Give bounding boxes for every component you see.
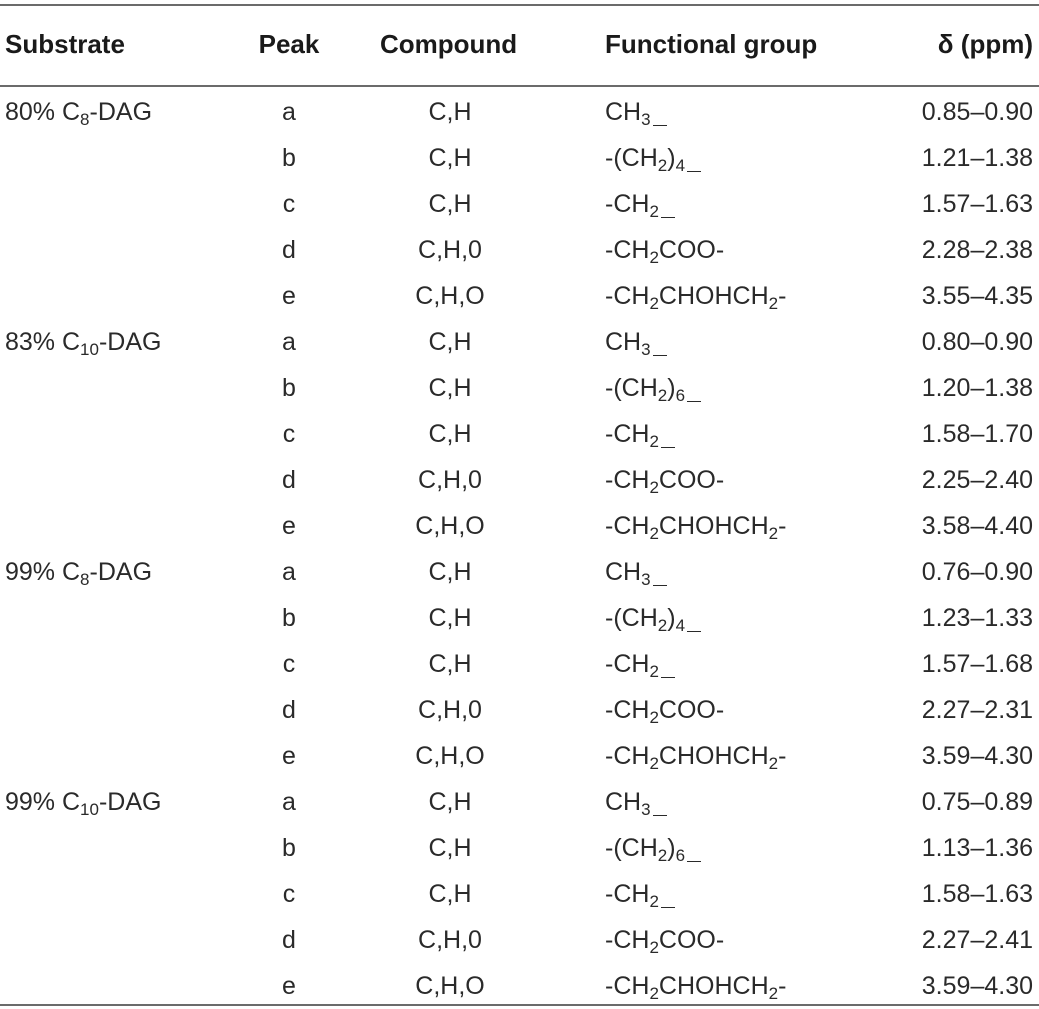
delta-cell: 1.23–1.33	[921, 604, 1033, 632]
functional-group-cell: $-CH_2CHOHCH_2-$	[605, 972, 787, 1003]
header-compound: Compound	[380, 29, 518, 59]
functional-group-cell: $CH_3$	[605, 779, 667, 825]
table-row	[0, 457, 1039, 503]
functional-group-cell: $-CH_2COO-$	[605, 236, 725, 267]
functional-group-cell: $-CH_2$	[605, 641, 675, 687]
delta-cell: 0.85–0.90	[921, 98, 1033, 126]
functional-group-cell: $-CH_2CHOHCH_2-$	[605, 282, 787, 313]
bond-dash	[661, 217, 675, 219]
table-row	[0, 779, 1039, 825]
peak-cell: d	[282, 466, 296, 494]
functional-group-cell: $-CH_2$	[605, 181, 675, 227]
functional-group-cell: $-(CH_2)_6$	[605, 825, 701, 871]
peak-cell: d	[282, 926, 296, 954]
table-row	[0, 595, 1039, 641]
table-row	[0, 963, 1039, 1009]
peak-cell: c	[282, 190, 296, 218]
functional-group-cell: $CH_3$	[605, 89, 667, 135]
header-peak: Peak	[258, 29, 320, 59]
table-row	[0, 319, 1039, 365]
table-row	[0, 825, 1039, 871]
delta-cell: 2.27–2.41	[921, 926, 1033, 954]
table-body	[0, 89, 1039, 1009]
peak-cell: e	[282, 742, 296, 770]
compound-cell: C,H	[428, 788, 472, 816]
peak-cell: a	[282, 558, 296, 586]
bond-dash	[687, 171, 701, 173]
header-functional-group: Functional group	[605, 29, 818, 59]
peak-cell: c	[282, 880, 296, 908]
delta-cell: 2.28–2.38	[921, 236, 1033, 264]
compound-cell: C,H	[428, 420, 472, 448]
delta-cell: 3.58–4.40	[921, 512, 1033, 540]
compound-cell: C,H,0	[418, 696, 482, 724]
compound-cell: C,H,O	[415, 742, 485, 770]
table-row	[0, 549, 1039, 595]
functional-group-cell: $-CH_2CHOHCH_2-$	[605, 512, 787, 543]
functional-group-cell: $-CH_2COO-$	[605, 696, 725, 727]
compound-cell: C,H	[428, 190, 472, 218]
peak-cell: d	[282, 236, 296, 264]
substrate-cell: 99% $C_{10}$-DAG	[5, 788, 162, 819]
functional-group-cell: $-CH_2$	[605, 871, 675, 917]
bond-dash	[661, 907, 675, 909]
table-row	[0, 641, 1039, 687]
table-row	[0, 871, 1039, 917]
compound-cell: C,H,0	[418, 466, 482, 494]
table-row	[0, 411, 1039, 457]
bond-dash	[661, 677, 675, 679]
table-row	[0, 273, 1039, 319]
delta-cell: 0.76–0.90	[921, 558, 1033, 586]
bond-dash	[687, 401, 701, 403]
peak-cell: a	[282, 788, 296, 816]
compound-cell: C,H,O	[415, 512, 485, 540]
table-row	[0, 917, 1039, 963]
substrate-cell: 99% $C_8$-DAG	[5, 558, 153, 589]
table-row	[0, 733, 1039, 779]
functional-group-cell: $-(CH_2)_4$	[605, 595, 701, 641]
compound-cell: C,H,O	[415, 972, 485, 1000]
peak-cell: b	[282, 374, 296, 402]
bond-dash	[653, 815, 667, 817]
table-header-row	[0, 4, 1039, 85]
peak-cell: e	[282, 972, 296, 1000]
table-row	[0, 365, 1039, 411]
functional-group-cell: $CH_3$	[605, 549, 667, 595]
delta-cell: 1.58–1.63	[921, 880, 1033, 908]
compound-cell: C,H	[428, 834, 472, 862]
delta-cell: 3.55–4.35	[921, 282, 1033, 310]
delta-cell: 2.25–2.40	[921, 466, 1033, 494]
delta-cell: 3.59–4.30	[921, 972, 1033, 1000]
compound-cell: C,H	[428, 880, 472, 908]
bond-dash	[687, 861, 701, 863]
peak-cell: b	[282, 604, 296, 632]
functional-group-cell: $-CH_2CHOHCH_2-$	[605, 742, 787, 773]
delta-cell: 1.58–1.70	[921, 420, 1033, 448]
header-delta: δ (ppm)	[937, 29, 1033, 59]
table-bottom-rule	[0, 1004, 1039, 1006]
delta-cell: 2.27–2.31	[921, 696, 1033, 724]
peak-cell: c	[282, 650, 296, 678]
compound-cell: C,H	[428, 328, 472, 356]
table-row	[0, 89, 1039, 135]
compound-cell: C,H	[428, 98, 472, 126]
peak-cell: b	[282, 834, 296, 862]
functional-group-cell: $-CH_2COO-$	[605, 926, 725, 957]
functional-group-cell: $CH_3$	[605, 319, 667, 365]
compound-cell: C,H	[428, 604, 472, 632]
bond-dash	[653, 585, 667, 587]
compound-cell: C,H,O	[415, 282, 485, 310]
table-row	[0, 181, 1039, 227]
bond-dash	[687, 631, 701, 633]
substrate-cell: 80% $C_8$-DAG	[5, 98, 153, 129]
peak-cell: e	[282, 282, 296, 310]
peak-cell: b	[282, 144, 296, 172]
delta-cell: 1.13–1.36	[921, 834, 1033, 862]
delta-cell: 0.75–0.89	[921, 788, 1033, 816]
functional-group-cell: $-CH_2$	[605, 411, 675, 457]
header-substrate: Substrate	[5, 29, 125, 59]
bond-dash	[661, 447, 675, 449]
delta-cell: 1.57–1.63	[921, 190, 1033, 218]
table-row	[0, 227, 1039, 273]
compound-cell: C,H,0	[418, 236, 482, 264]
substrate-cell: 83% $C_{10}$-DAG	[5, 328, 162, 359]
peak-cell: c	[282, 420, 296, 448]
delta-cell: 1.20–1.38	[921, 374, 1033, 402]
table-header-rule	[0, 85, 1039, 87]
functional-group-cell: $-(CH_2)_6$	[605, 365, 701, 411]
table-row	[0, 135, 1039, 181]
peak-cell: a	[282, 98, 296, 126]
compound-cell: C,H,0	[418, 926, 482, 954]
delta-cell: 1.57–1.68	[921, 650, 1033, 678]
delta-cell: 1.21–1.38	[921, 144, 1033, 172]
peak-cell: d	[282, 696, 296, 724]
functional-group-cell: $-CH_2COO-$	[605, 466, 725, 497]
functional-group-cell: $-(CH_2)_4$	[605, 135, 701, 181]
peak-cell: a	[282, 328, 296, 356]
delta-cell: 0.80–0.90	[921, 328, 1033, 356]
peak-cell: e	[282, 512, 296, 540]
delta-cell: 3.59–4.30	[921, 742, 1033, 770]
compound-cell: C,H	[428, 374, 472, 402]
bond-dash	[653, 355, 667, 357]
table-row	[0, 503, 1039, 549]
compound-cell: C,H	[428, 558, 472, 586]
compound-cell: C,H	[428, 144, 472, 172]
bond-dash	[653, 125, 667, 127]
table-row	[0, 687, 1039, 733]
compound-cell: C,H	[428, 650, 472, 678]
